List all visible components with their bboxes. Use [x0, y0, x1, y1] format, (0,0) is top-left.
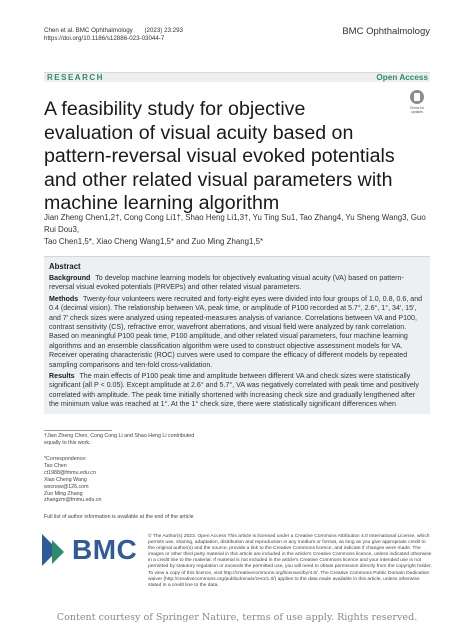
- bmc-arrow-icon: [38, 530, 72, 570]
- bmc-wordmark: BMC: [72, 534, 138, 565]
- methods-text: Twenty-four volunteers were recruited and forty-eight eyes were divided into four groups of 1.0, 0.8, 0.6, and 0.4 (decimal vision). The relationship between VA, peak time, or amplitude of P100 recorded at 5.7°, 2.6°, 1°, 34′, 15′, and 7′ check sizes were analyzed using repeated-measures analysis of variance. Correlations between VA and P100, contrast sensitivity (CS), refractive error, wavefront aberrations, and visual field were analyzed by rank correlation. Based on meaningful P100 peak time, P100 amplitude, and other related visual parameters, four machine learning algorithms and an ensemble classification algorithm were used to construct objective assessment models for VA. Receiver operating characteristic (ROC) curves were used to compare the efficacy of different models by repeated sampling comparisons and ten-fold cross-validation.: [49, 294, 423, 369]
- footnote-divider: [44, 430, 112, 431]
- article-title: A feasibility study for objective evaluation of visual acuity based on pattern-reversal visual evoked potentials and other related visual parameters with machine learning algorithm: [44, 98, 395, 215]
- doi-link[interactable]: https://doi.org/10.1186/s12886-023-03044-7: [44, 35, 165, 42]
- section-label: RESEARCH: [47, 73, 104, 82]
- check-for-updates-badge[interactable]: [404, 90, 430, 116]
- equal-contribution-note: †Jian Zheng Chen, Cong Cong Li and Shao Heng Li contributed equally to this work.: [44, 433, 195, 446]
- author-list: [44, 212, 434, 248]
- methods-label: Methods: [49, 294, 79, 303]
- author-line-1: Jian Zheng Chen1,2†, Cong Cong Li1†, Shao Heng Li1,3†, Yu Ting Su1, Tao Zhang4, Yu Sheng Wang3, Guo Rui Dou3,: [44, 213, 426, 234]
- citation-header: [44, 27, 193, 43]
- background-label: Background: [49, 274, 91, 282]
- bmc-logo: [38, 530, 142, 570]
- email-link[interactable]: ct1988@fmmu.edu.cn: [44, 469, 96, 476]
- results-text: The main effects of P100 peak time and amplitude between different VA and check sizes were statistically significant (all P < 0.05). Except amplitude at 2.6° and 5.7°, VA was negatively correlated with peak time and positively correlated with amplitude. The peak time initially shortened with increasing check size and gradually lengthened after the minimum value was reached at 1°. At the 1° check size, there were statistically significant differences when: [49, 372, 419, 409]
- abstract-heading: Abstract: [49, 262, 81, 271]
- citation-year: (2023) 23:293: [144, 27, 183, 34]
- abstract-methods: [49, 295, 425, 370]
- section-band: [44, 72, 430, 82]
- abstract-box: [44, 256, 430, 414]
- abstract-results: [49, 372, 425, 410]
- bookmark-icon: [410, 90, 424, 104]
- email-link[interactable]: zhangzm@fmmu.edu.cn: [44, 497, 102, 504]
- email-link[interactable]: wxcnow@126.com: [44, 483, 89, 490]
- courtesy-notice: Content courtesy of Springer Nature, terms of use apply. Rights reserved.: [56, 612, 418, 623]
- author-line-2: Tao Chen1,5*, Xiao Cheng Wang1,5* and Zuo Ming Zhang1,5*: [44, 237, 264, 246]
- correspondence-block: *Correspondence: Tao Chen ct1988@fmmu.edu.cn Xiao Cheng Wang wxcnow@126.com Zuo Ming Zhang zhangzm@fmmu.edu.cn: [44, 456, 204, 504]
- results-label: Results: [49, 372, 75, 381]
- check-for-updates-label: Check for updates: [409, 106, 425, 114]
- affiliation-note: Full list of author information is available at the end of the article: [44, 514, 194, 520]
- license-text: © The Author(s) 2023. Open Access This article is licensed under a Creative Commons Attribution 4.0 International License, which permits use, sharing, adaptation, distribution and reproduction in any medium or format, as long as you give appropriate credit to the original author(s) and the source, provide a link to the Creative Commons licence, and indicate if changes were made. The images or other third party material in this article are included in the article's Creative Commons licence, unless indicated otherwise in a credit line to the material. If material is not included in the article's Creative Commons licence and your intended use is not permitted by statutory regulation or exceeds the permitted use, you will need to obtain permission directly from the copyright holder. To view a copy of this licence, visit http://creativecommons.org/licenses/by/4.0/. The Creative Commons Public Domain Dedication waiver (http://creativecommons.org/publicdomain/zero/1.0/) applies to the data made available in this article, unless otherwise stated in a credit line to the data.: [148, 534, 432, 588]
- journal-name: BMC Ophthalmology: [342, 26, 430, 37]
- open-access-label: Open Access: [376, 73, 428, 82]
- citation-author: Chen et al. BMC Ophthalmology: [44, 27, 133, 34]
- background-text: To develop machine learning models for objectively evaluating visual acuity (VA) based on pattern-reversal visual evoked potentials (PRVEPs) and other related visual parameters.: [49, 274, 404, 292]
- abstract-background: [49, 274, 425, 293]
